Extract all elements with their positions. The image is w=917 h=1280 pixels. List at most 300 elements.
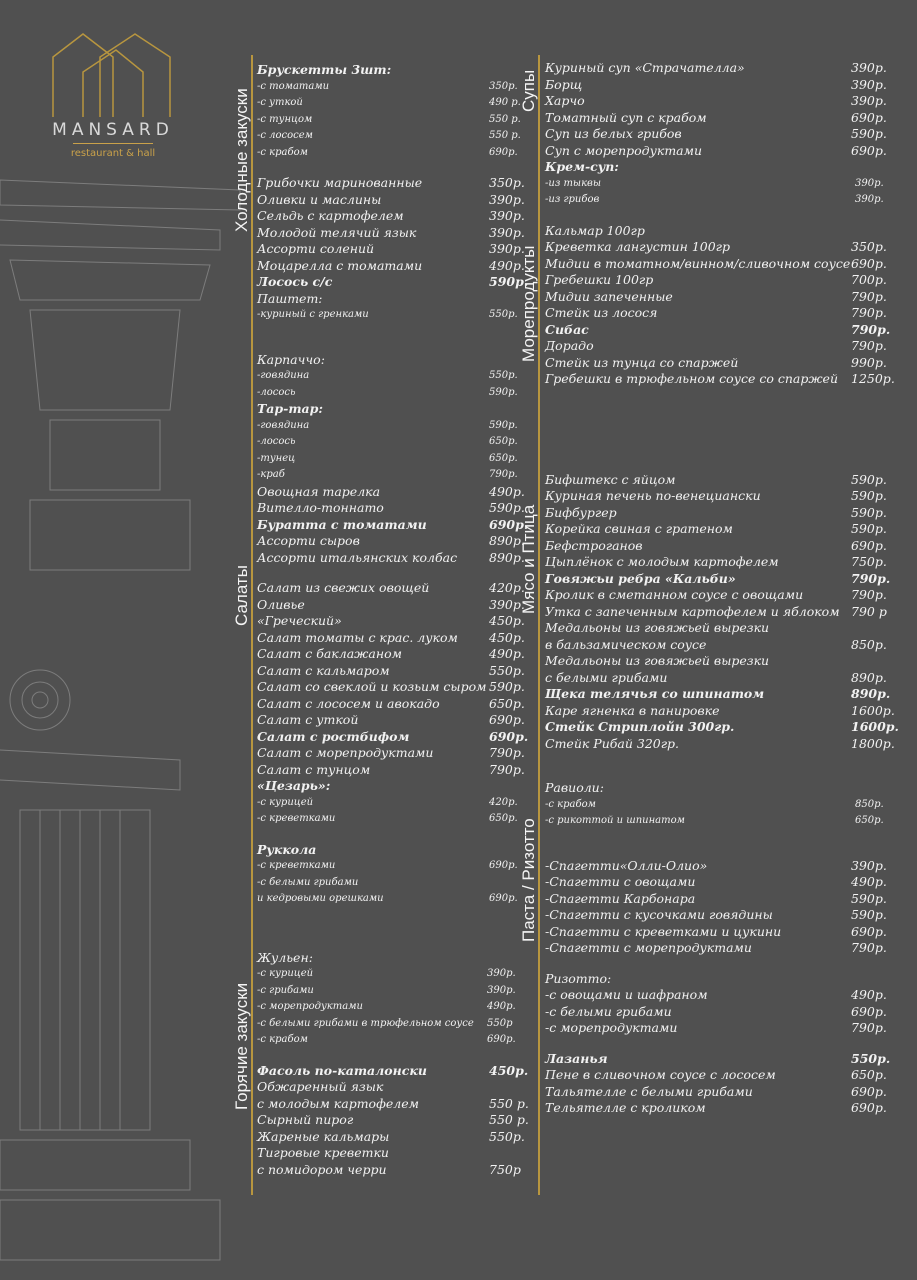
menu-item-name: -Спагетти«Олли-Олио»	[545, 857, 708, 873]
menu-item-name: Салат томаты с крас. луком	[257, 629, 458, 645]
menu-item-name: Корейка свиная с гратеном	[545, 521, 733, 536]
menu-item-price: 450р.	[489, 613, 525, 628]
menu-item-price: 590р.	[851, 504, 887, 520]
menu-item	[257, 1032, 527, 1049]
menu-item-name: Куриная печень по-венециански	[545, 488, 761, 503]
menu-item-price: 690р.	[489, 712, 525, 727]
menu-item	[257, 950, 527, 967]
menu-item	[545, 60, 891, 77]
menu-item-name: Сибас	[545, 321, 589, 337]
menu-item-name: Оливье	[257, 596, 305, 612]
menu-item-name: Сельдь с картофелем	[257, 208, 404, 223]
menu-item	[545, 521, 891, 538]
spacer	[545, 957, 891, 971]
section-soups: Супы	[519, 69, 538, 112]
menu-item-name: Салат с баклажаном	[257, 646, 402, 661]
spacer	[257, 936, 527, 950]
section-cold-appetizers: Холодные закуски	[232, 88, 251, 232]
menu-item	[545, 620, 891, 637]
menu-item	[257, 225, 527, 242]
menu-item-name: -из грибов	[545, 194, 600, 205]
menu-item-name: -с белыми грибами	[545, 1003, 672, 1019]
menu-item-name: Каре ягненка в панировке	[545, 702, 720, 718]
menu-item-price: 850р.	[855, 798, 884, 810]
menu-item-name: Тар-тар:	[257, 401, 324, 416]
menu-item	[257, 1016, 527, 1033]
menu-item-price: 550 р.	[489, 113, 521, 125]
menu-item	[545, 891, 891, 908]
menu-item	[257, 875, 527, 892]
menu-item-name: -с рикоттой и шпинатом	[545, 815, 685, 826]
menu-item-price: 690р.	[851, 255, 887, 271]
menu-item	[545, 176, 891, 193]
menu-item-price: 590р.	[489, 679, 525, 694]
menu-item-price: 750р	[489, 1161, 521, 1177]
menu-item	[545, 1051, 891, 1068]
menu-item-name: -лосось	[257, 386, 296, 398]
menu-item	[257, 208, 527, 225]
menu-item	[257, 175, 527, 192]
menu-item	[545, 1004, 891, 1021]
menu-item-price: 890р.	[489, 549, 525, 565]
menu-item	[257, 95, 527, 112]
menu-item	[257, 762, 527, 779]
menu-item-price: 590р.	[851, 890, 887, 906]
spacer	[545, 444, 891, 458]
menu-item	[257, 679, 527, 696]
menu-item-price: 550 р.	[489, 130, 521, 141]
menu-item	[545, 637, 891, 654]
menu-item	[545, 653, 891, 670]
menu-item	[545, 670, 891, 687]
menu-item	[257, 811, 527, 828]
menu-item	[257, 385, 527, 402]
menu-item-name: -Спагетти с овощами	[545, 874, 696, 889]
menu-item	[257, 842, 527, 859]
menu-item-price: 350р.	[489, 80, 518, 92]
menu-item-price: 690р.	[489, 728, 529, 744]
spacer	[257, 1049, 527, 1063]
menu-item-name: Бифштекс с яйцом	[545, 471, 676, 487]
menu-item-name: Стейк Стриплойн 300гр.	[545, 719, 735, 734]
section-meat-poultry: Мясо и Птица	[519, 504, 538, 614]
menu-item	[545, 735, 895, 753]
menu-item-price: 420р.	[489, 796, 518, 808]
menu-item-name: Суп из белых грибов	[545, 126, 682, 141]
menu-item	[545, 143, 891, 160]
menu-item-name: с помидором черри	[257, 1161, 387, 1177]
menu-item-price: 790р.	[851, 321, 891, 337]
menu-item-price: 390р.	[851, 93, 887, 108]
menu-item	[545, 488, 891, 505]
menu-item	[545, 571, 891, 588]
menu-item	[257, 858, 527, 875]
menu-item-price: 790р.	[851, 1020, 887, 1035]
menu-item-price: 790р.	[851, 288, 887, 304]
menu-item-price: 490 р.	[489, 97, 521, 108]
menu-item	[545, 322, 891, 339]
menu-item-name: Стейк из тунца со спаржей	[545, 354, 739, 370]
menu-item-price: 790р.	[851, 305, 887, 320]
menu-item	[257, 580, 527, 597]
menu-item-name: Паштет:	[257, 290, 323, 306]
menu-item-name: и кедровыми орешками	[257, 893, 384, 904]
menu-item	[545, 93, 891, 110]
menu-item	[545, 858, 891, 875]
menu-item-price: 890р.	[851, 669, 887, 685]
menu-item	[257, 1145, 527, 1162]
spacer	[257, 161, 527, 175]
menu-item-name: -краб	[257, 469, 285, 480]
menu-item-name: Жульен:	[257, 949, 313, 965]
section-salads: Салаты	[232, 565, 251, 626]
menu-item-name: Мидии в томатном/винном/сливочном соусе	[545, 255, 851, 271]
menu-item-name: Томатный суп с крабом	[545, 109, 707, 125]
menu-item	[545, 355, 891, 372]
menu-item-price: 390р.	[489, 241, 525, 256]
spacer	[545, 1037, 891, 1051]
menu-item-name: Суп с морепродуктами	[545, 142, 703, 158]
menu-item	[257, 128, 527, 145]
menu-item	[545, 797, 891, 814]
menu-item-price: 750р.	[851, 554, 887, 569]
menu-item-name: -лосось	[257, 436, 296, 447]
menu-item-price: 690р.	[489, 146, 518, 158]
menu-item-price: 1600р.	[851, 719, 899, 734]
menu-item	[257, 418, 527, 435]
menu-item-name: Гребешки 100гр	[545, 272, 654, 287]
menu-item	[545, 192, 891, 209]
menu-item-name: -с креветками	[257, 860, 336, 871]
menu-item	[257, 983, 527, 1000]
menu-item	[257, 795, 527, 812]
menu-item	[545, 1100, 891, 1117]
menu-item-price: 550р.	[489, 370, 518, 381]
menu-item-price: 890р.	[851, 686, 891, 701]
menu-item	[545, 159, 891, 176]
menu-item-name: -с уткой	[257, 97, 303, 108]
menu-item-price: 1250р.	[851, 371, 895, 386]
menu-item-price: 490р.	[487, 1001, 516, 1012]
menu-item	[545, 780, 891, 797]
menu-item-name: -тунец	[257, 452, 296, 464]
spacer	[545, 416, 891, 430]
menu-item-price: 590р.	[851, 907, 887, 922]
menu-item	[545, 472, 891, 489]
logo-name: MANSARD	[52, 120, 174, 140]
menu-item-price: 390р.	[487, 968, 516, 979]
menu-item-name: Салат со свеклой и козьим сыром	[257, 679, 487, 694]
logo	[38, 32, 188, 162]
menu-item	[257, 745, 527, 762]
menu-item-name: Ассорти солений	[257, 241, 375, 256]
spacer	[545, 830, 891, 844]
menu-item-name: -Спагетти с кусочками говядины	[545, 907, 773, 922]
menu-item-price: 690р.	[851, 1083, 887, 1099]
menu-item-name: Обжаренный язык	[257, 1079, 384, 1094]
menu-item-price: 700р.	[851, 272, 887, 287]
menu-item	[257, 966, 527, 983]
logo-divider	[73, 143, 153, 144]
menu-item-name: -с морепродуктами	[257, 1001, 363, 1012]
menu-item-name: -говядина	[257, 419, 310, 431]
menu-item-name: Грибочки маринованные	[257, 175, 423, 190]
menu-item-name: «Цезарь»:	[257, 778, 331, 793]
menu-item-name: Буратта с томатами	[257, 516, 427, 532]
menu-item-price: 590р.	[851, 521, 887, 536]
menu-item	[545, 110, 891, 127]
menu-item-price: 690р.	[851, 923, 887, 939]
menu-item-price: 690р.	[851, 1003, 887, 1019]
menu-item-name: Медальоны из говяжьей вырезки	[545, 620, 770, 635]
menu-item	[545, 924, 891, 941]
menu-item-price: 550р.	[489, 1128, 525, 1144]
menu-item-name: в бальзамическом соусе	[545, 636, 707, 652]
section-pasta-risotto: Паста / Ризотто	[519, 818, 538, 942]
menu-item	[257, 891, 527, 908]
section-hot-appetizers: Горячие закуски	[232, 982, 251, 1110]
menu-item-name: Моцарелла с томатами	[257, 257, 423, 273]
menu-item-name: Равиоли:	[545, 780, 604, 795]
menu-item	[257, 533, 527, 550]
menu-item-name: -с белыми грибами в трюфельном соусе	[257, 1017, 474, 1029]
menu-item-price: 490р.	[489, 646, 525, 661]
menu-item	[257, 630, 527, 647]
menu-item	[257, 274, 527, 291]
menu-item-name: «Греческий»	[257, 613, 342, 628]
menu-item-price: 650р.	[489, 436, 518, 447]
menu-item	[545, 223, 891, 240]
spacer	[257, 828, 527, 842]
menu-item-price: 590р.	[489, 419, 518, 431]
menu-item-name: с молодым картофелем	[257, 1095, 419, 1111]
menu-item-price: 490р.	[489, 483, 525, 499]
menu-item-name: -Спагетти Карбонара	[545, 890, 696, 906]
menu-item	[545, 256, 891, 273]
menu-item-name: Дорадо	[545, 338, 594, 353]
menu-item-name: Жареные кальмары	[257, 1128, 390, 1144]
menu-item-price: 390р.	[851, 76, 887, 92]
menu-item-name: Пене в сливочном соусе с лососем	[545, 1067, 776, 1082]
menu-item-name: -из тыквы	[545, 177, 602, 189]
menu-item-name: -с белыми грибами	[257, 876, 359, 888]
menu-item-name: -с лососем	[257, 130, 313, 141]
menu-item	[257, 1063, 527, 1080]
spacer	[545, 458, 891, 472]
menu-item-name: Салат из свежих овощей	[257, 580, 430, 595]
menu-item-name: с белыми грибами	[545, 669, 668, 685]
menu-item	[545, 538, 891, 555]
menu-item-name: -с крабом	[257, 146, 308, 158]
menu-item-name: -с овощами и шафраном	[545, 987, 708, 1002]
section-seafood: Морепродукты	[519, 245, 538, 362]
menu-item-price: 490р.	[489, 257, 525, 273]
menu-item	[257, 79, 527, 96]
menu-item-price: 990р.	[851, 354, 887, 370]
menu-item-price: 690р.	[487, 1034, 516, 1045]
menu-item	[545, 874, 891, 891]
menu-item-name: Бефстроганов	[545, 537, 643, 553]
menu-item-name: -с томатами	[257, 80, 330, 92]
menu-item-name: Салат с ростбифом	[257, 728, 410, 744]
menu-item	[545, 1020, 891, 1037]
menu-item	[545, 371, 895, 388]
menu-item-name: Мидии запеченные	[545, 288, 673, 304]
menu-item-price: 590р.	[851, 488, 887, 503]
menu-item-name: Говяжьи ребра «Кальби»	[545, 570, 736, 586]
menu-item	[257, 500, 527, 517]
logo-subtitle: restaurant & hall	[70, 148, 156, 159]
menu-item	[257, 999, 527, 1016]
menu-item	[545, 940, 891, 957]
menu-item	[257, 1096, 527, 1113]
menu-item-name: -куриный с гренками	[257, 309, 369, 320]
menu-item-price: 390р.	[489, 191, 525, 207]
menu-item-price: 350р.	[489, 175, 525, 190]
menu-item	[257, 451, 527, 468]
menu-item	[545, 813, 891, 830]
menu-item-price: 390р.	[851, 857, 887, 873]
menu-item-price: 550 р.	[489, 1095, 529, 1111]
menu-item	[545, 987, 891, 1004]
menu-item-name: -с курицей	[257, 796, 314, 808]
menu-item-price: 590р.	[851, 471, 887, 487]
menu-item-price: 790р.	[851, 570, 891, 586]
menu-item	[545, 719, 899, 736]
spacer	[257, 566, 527, 580]
spacer	[257, 324, 527, 338]
menu-item	[545, 686, 891, 703]
menu-item	[545, 305, 891, 322]
menu-item	[257, 663, 527, 680]
menu-item	[257, 352, 527, 369]
menu-item-price: 390р.	[855, 177, 884, 189]
menu-item-price: 490р.	[851, 987, 887, 1002]
spacer	[545, 209, 891, 223]
menu-item	[545, 702, 895, 720]
menu-item-name: Гребешки в трюфельном соусе со спаржей	[545, 371, 838, 386]
menu-item-price: 790р.	[489, 761, 525, 777]
menu-item-name: Стейк из лосося	[545, 305, 658, 320]
menu-item-price: 890р.	[489, 533, 525, 548]
menu-item-price: 550р	[487, 1017, 513, 1029]
menu-item-name: Крем-суп:	[545, 159, 619, 174]
menu-item	[545, 604, 891, 621]
menu-item	[545, 971, 891, 988]
menu-item-price: 790р.	[489, 745, 525, 760]
menu-item-name: -с крабом	[545, 798, 596, 810]
left-menu-column	[257, 62, 527, 1178]
menu-item	[545, 554, 891, 571]
menu-item	[257, 258, 527, 275]
menu-item-name: -с тунцом	[257, 113, 313, 125]
menu-item	[257, 62, 527, 79]
menu-item-price: 690р.	[851, 142, 887, 158]
menu-item-price: 650р.	[855, 815, 884, 826]
menu-item-price: 450р.	[489, 1062, 529, 1078]
menu-item-name: -с крабом	[257, 1034, 308, 1045]
menu-item-price: 650р.	[489, 695, 525, 711]
menu-item	[257, 401, 527, 418]
menu-item-name: Сырный пирог	[257, 1112, 354, 1127]
menu-item-name: -с морепродуктами	[545, 1020, 678, 1035]
menu-item-name: -с грибами	[257, 984, 314, 996]
menu-item-price: 390р.	[855, 194, 884, 205]
menu-item-name: -с креветками	[257, 813, 336, 824]
menu-item	[257, 1129, 527, 1146]
menu-item	[545, 126, 891, 143]
menu-item-price: 550р.	[489, 309, 518, 320]
spacer	[257, 338, 527, 352]
menu-item-name: Щека телячья со шпинатом	[545, 686, 765, 701]
menu-item	[257, 307, 527, 324]
spacer	[545, 766, 891, 780]
menu-item-name: Бифбургер	[545, 504, 617, 520]
menu-item-name: Тальятелле с белыми грибами	[545, 1083, 753, 1099]
menu-item-price: 450р.	[489, 629, 525, 645]
menu-item-name: Руккола	[257, 841, 317, 857]
menu-item-price: 790р.	[489, 469, 518, 480]
menu-item-name: Ризотто:	[545, 970, 612, 986]
menu-item-price: 790р.	[851, 338, 887, 353]
menu-item	[545, 239, 891, 256]
menu-item	[545, 907, 891, 924]
menu-item	[545, 272, 891, 289]
spacer	[545, 844, 891, 858]
menu-item-price: 550р.	[851, 1050, 891, 1066]
menu-item	[257, 368, 527, 385]
menu-item-price: 390р.	[489, 224, 525, 240]
menu-item-name: Овощная тарелка	[257, 483, 381, 499]
menu-item-price: 850р.	[851, 636, 887, 652]
right-section-line	[538, 55, 540, 1195]
menu-item-name: Креветка лангустин 100гр	[545, 239, 730, 254]
menu-item-price: 590р.	[489, 500, 525, 515]
menu-item-name: Харчо	[545, 93, 585, 108]
spacer	[257, 908, 527, 922]
menu-item-price: 550 р.	[489, 1112, 529, 1127]
menu-item	[545, 338, 891, 355]
menu-item-price: 550р.	[489, 662, 525, 678]
menu-item-name: Борщ	[545, 76, 583, 92]
spacer	[545, 402, 891, 416]
menu-item	[257, 550, 527, 567]
menu-item	[257, 192, 527, 209]
menu-item-price: 390р.	[851, 60, 887, 75]
menu-item-price: 690р.	[851, 109, 887, 125]
menu-item-name: Ассорти итальянских колбас	[257, 549, 458, 565]
menu-item-price: 1800р.	[851, 735, 895, 751]
menu-item-name: Кальмар 100гр	[545, 222, 645, 238]
menu-item	[257, 145, 527, 162]
menu-item	[257, 1162, 527, 1179]
menu-item-price: 650р.	[489, 452, 518, 464]
menu-item-price: 690р.	[489, 516, 529, 532]
menu-item-price: 790р.	[851, 587, 887, 602]
menu-item	[257, 613, 527, 630]
menu-item-price: 420р.	[489, 580, 525, 595]
menu-item-price: 390р.	[489, 596, 525, 612]
menu-item-name: Молодой телячий язык	[257, 224, 417, 240]
menu-item-name: Стейк Рибай 320гр.	[545, 735, 680, 751]
menu-item-price: 590р.	[851, 126, 887, 141]
menu-item-price: 390р.	[487, 984, 516, 996]
menu-item-name: Салат с лососем и авокадо	[257, 695, 440, 711]
menu-item	[257, 696, 527, 713]
menu-item-price: 690р.	[489, 860, 518, 871]
spacer	[545, 430, 891, 444]
house-roof-icon	[38, 32, 188, 122]
